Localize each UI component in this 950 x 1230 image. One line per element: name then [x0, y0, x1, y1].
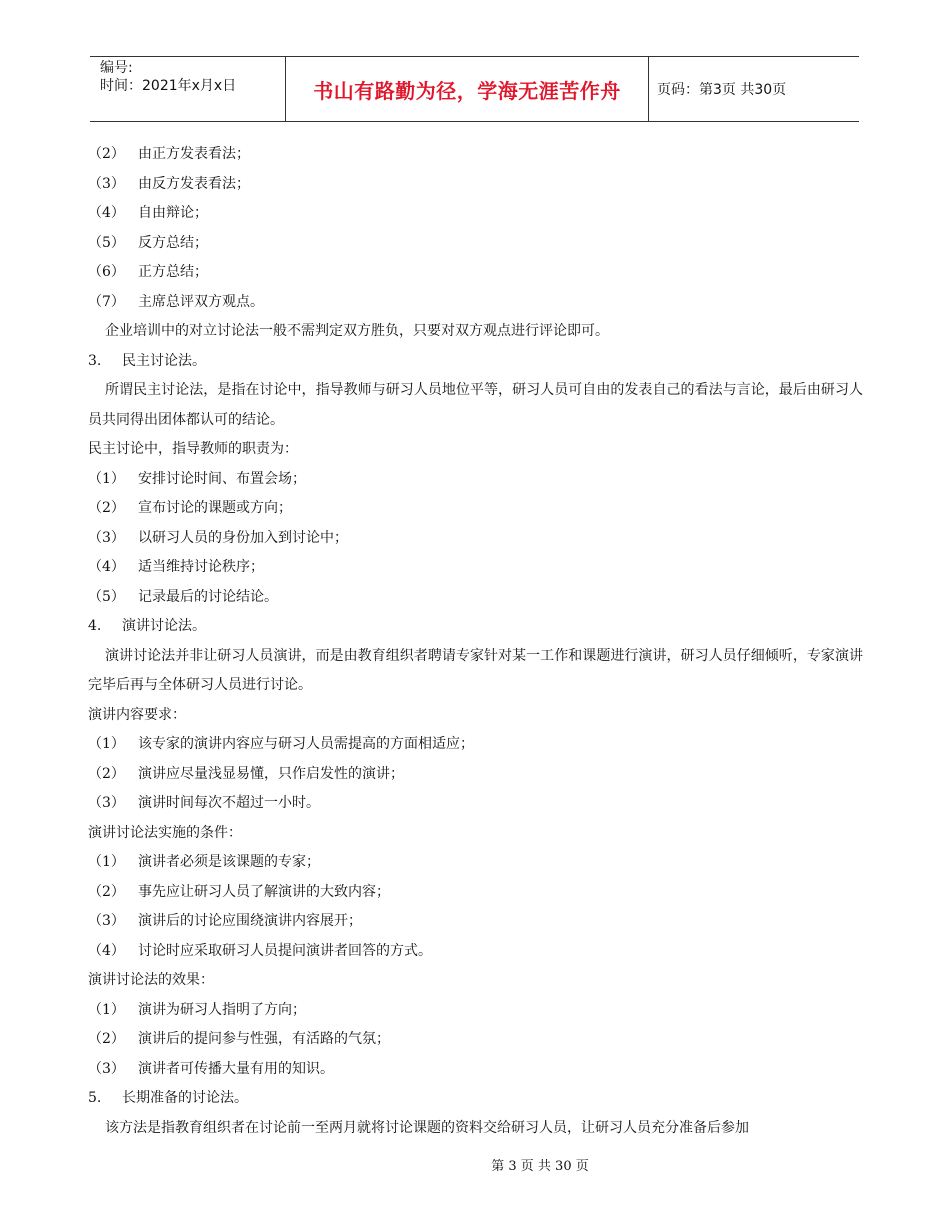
section-heading: 5. 长期准备的讨论法。 — [88, 1090, 248, 1106]
list-item: （3） 演讲后的讨论应围绕演讲内容展开； — [88, 913, 362, 929]
page-footer: 第 3 页 共 30 页 — [491, 1159, 589, 1174]
time-label: 时间：2021年x月x日 — [100, 78, 237, 94]
list-item: （3） 演讲时间每次不超过一小时。 — [88, 795, 320, 811]
list-item: （1） 演讲为研习人指明了方向； — [88, 1001, 306, 1018]
list-label: 演讲讨论法实施的条件： — [88, 824, 242, 841]
paragraph: 演讲讨论法并非让研习人员演讲，而是由教育组织者聘请专家针对某一工作和课题进行演讲，研习人员仔细倾听，专家演讲完毕后再与全体研习人员进行讨论。 — [88, 647, 863, 693]
list-item: （1） 演讲者必须是该课题的专家； — [88, 854, 320, 870]
list-label: 演讲讨论法的效果： — [88, 972, 214, 988]
page-header — [90, 56, 859, 122]
list-item: （3） 演讲者可传播大量有用的知识。 — [88, 1060, 334, 1077]
list-item: （5） 记录最后的讨论结论。 — [88, 588, 278, 605]
header-page-number: 页码：第3页 共30页 — [657, 82, 787, 98]
list-item: （3） 以研习人员的身份加入到讨论中； — [88, 529, 348, 546]
list-item: （4） 自由辩论； — [88, 205, 208, 221]
list-item: （6） 正方总结； — [88, 264, 208, 280]
code-label: 编号: — [100, 60, 133, 76]
header-meta — [90, 57, 286, 121]
list-item: （4） 适当维持讨论秩序； — [88, 559, 264, 575]
list-item: （1） 安排讨论时间、布置会场； — [88, 470, 306, 487]
paragraph: 该方法是指教育组织者在讨论前一至两月就将讨论课题的资料交给研习人员，让研习人员充分准备后参加 — [105, 1119, 749, 1136]
list-label: 民主讨论中，指导教师的职责为： — [88, 441, 298, 457]
section-heading: 4. 演讲讨论法。 — [88, 618, 206, 634]
header-motto: 书山有路勤为径，学海无涯苦作舟 — [286, 57, 649, 121]
list-item: （5） 反方总结； — [88, 234, 208, 251]
paragraph: 企业培训中的对立讨论法一般不需判定双方胜负，只要对双方观点进行评论即可。 — [105, 323, 609, 339]
list-label: 演讲内容要求： — [88, 706, 186, 723]
list-item: （2） 演讲后的提问参与性强，有活路的气氛； — [88, 1031, 390, 1047]
list-item: （7） 主席总评双方观点。 — [88, 293, 264, 310]
document-body — [88, 140, 863, 1143]
list-item: （2） 宣布讨论的课题或方向； — [88, 500, 292, 516]
list-item: （3） 由反方发表看法； — [88, 175, 250, 192]
section-heading: 3. 民主讨论法。 — [88, 352, 206, 369]
list-item: （2） 演讲应尽量浅显易懂，只作启发性的演讲； — [88, 765, 404, 782]
list-item: （1） 该专家的演讲内容应与研习人员需提高的方面相适应； — [88, 736, 474, 752]
list-item: （2） 由正方发表看法； — [88, 146, 250, 162]
paragraph: 所谓民主讨论法，是指在讨论中，指导教师与研习人员地位平等，研习人员可自由的发表自己的看法与言论，最后由研习人员共同得出团体都认可的结论。 — [88, 382, 863, 428]
list-item: （2） 事先应让研习人员了解演讲的大致内容； — [88, 883, 390, 900]
list-item: （4） 讨论时应采取研习人员提问演讲者回答的方式。 — [88, 942, 432, 959]
